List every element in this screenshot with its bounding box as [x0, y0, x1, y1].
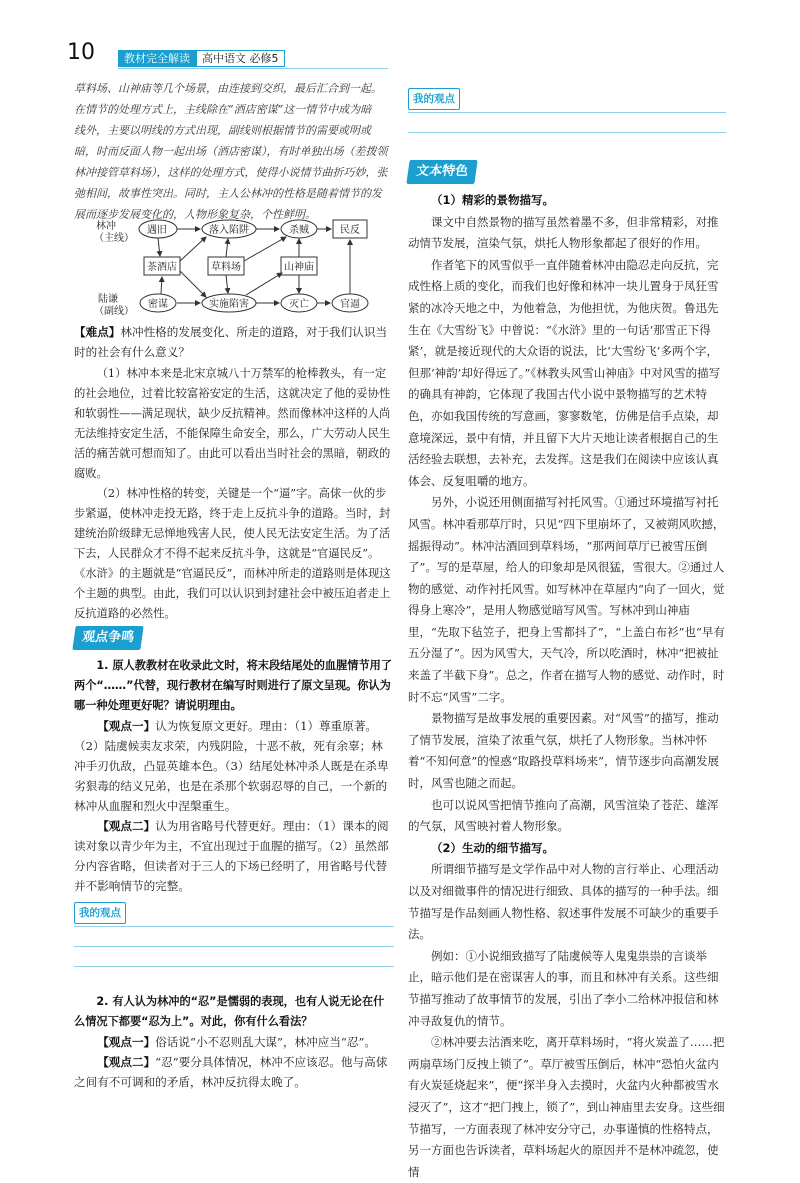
node-reunion: 遇旧	[147, 225, 167, 236]
my-view-label: 我的观点	[408, 88, 460, 110]
writing-line[interactable]	[408, 132, 726, 152]
q2-view-1-text: 俗话说“小不忍则乱大谋”，林冲应当“忍”。	[155, 1035, 376, 1049]
q1-view-1	[74, 716, 394, 816]
writing-line[interactable]	[74, 926, 394, 946]
writing-line[interactable]	[74, 946, 394, 966]
feature-2-title: （2）生动的细节描写。	[431, 840, 555, 855]
q1-view-2-label: 【观点二】	[97, 819, 156, 833]
difficulty	[74, 322, 394, 362]
main-line-tag: （主线）	[94, 233, 134, 244]
node-temple: 山神庙	[284, 262, 314, 273]
diagram-arrows	[158, 229, 350, 303]
intro-line: 林冲接管草料场），这样的处理方式，使得小说情节曲折巧妙，张	[74, 166, 388, 179]
intro-line: 线外，主要以明线的方式出现，副线则根据情节的需要或明或	[74, 124, 371, 137]
left-column-lower	[74, 322, 394, 1092]
node-frame: 实施陷害	[209, 299, 249, 310]
right-column	[408, 84, 726, 1183]
section-features-title: 文本特色	[406, 160, 477, 184]
intro-line: 弛相间，故事性突出。同时，主人公林冲的性格是随着情节的发	[74, 187, 382, 200]
book-series: 教材完全解读	[118, 50, 196, 67]
node-kill: 杀贼	[289, 225, 309, 236]
feature-1-p5: 也可以说风雪把情节推向了高潮，风雪渲染了苍茫、雄浑的气氛，风雪映衬着人物形象。	[408, 797, 719, 834]
feature-2-p3: ②林冲要去沽酒来吃，离开草料场时，“将火炭盖了……把两扇草场门反拽上锁了”。草厅被雪压倒后，林冲“恐怕火盆内有火炭延烧起来”，便“探半身入去摸时，火盆内火种都被雪水浸灭了”，这才“把门拽上，锁了”，到山神庙里去安身。这些细节描写，一方面表现了林冲安分守己，办事谨慎的性格特点，另一方面也告诉读者，草料场起火的原因并不是林冲疏忽，使情	[408, 1035, 725, 1179]
node-oppression: 官逼	[340, 299, 360, 310]
q2-view-2	[74, 1052, 394, 1092]
feature-1-p4: 景物描写是故事发展的重要因素。对“风雪”的描写，推动了情节发展，渲染了浓重气氛，烘托了人物形象。当林冲怀着“不知何意”的惶惑“取路投草料场来”，情节逐步向高潮发展时，风雪也随之而起。	[408, 711, 720, 791]
feature-2-p1: 所谓细节描写是文学作品中对人物的言行举止、心理活动以及对细微事件的情况进行细致、具体的描写的一种手法。细节描写是作品刻画人物性格、叙述事件发展不可缺少的重要手法。	[408, 862, 719, 942]
page-header	[0, 0, 800, 70]
feature-2-p2: 例如：①小说细致描写了陆虞候等人鬼鬼祟祟的言谈举止，暗示他们是在密谋害人的事，而且和林冲有关系。这些细节描写推动了故事情节的发展，引出了李小二给林冲报信和林冲寻敌复仇的情节。	[408, 948, 719, 1028]
node-fodder-yard: 草料场	[211, 262, 241, 273]
left-column	[74, 78, 394, 225]
feature-1-p2: 作者笔下的风雪似乎一直伴随着林冲由隐忍走向反抗，完成性格上质的变化，而我们也好像和林冲一块儿置身于凤狂雪紧的冰冷天地之中，为他着急，为他担忧，为他庆贺。鲁迅先生在《大雪纷飞》中曾说：“《水浒》里的一句话‘那雪正下得紧’，就是接近现代的大众语的说法，比‘大雪纷飞’多两个字，但那‘神韵’却好得远了。”《林教头风雪山神庙》中对风雪的描写的确具有神韵，它体现了我国古代小说中景物描写的艺术特色，亦如我国传统的写意画，寥寥数笔，仿佛是信手点染，却意境深远，景中有情，并且留下大片天地让读者根据自己的生活经验去联想，去补充，去发挥。这是我们在阅读中应该认真体会、反复咀嚼的地方。	[408, 257, 721, 488]
q2-view-1	[74, 1032, 394, 1052]
my-view-box-left[interactable]	[74, 902, 394, 986]
question-1: 1. 原人教教材在收录此文时，将末段结尾处的血腥情节用了两个“……”代替，现行教材在编写时则进行了原文呈现。你认为哪一种处理更好呢？请说明理由。	[74, 659, 393, 712]
node-death: 灭亡	[289, 299, 309, 310]
intro-line: 草料场、山神庙等几个场景，由连接到交织，最后汇合到一起。	[74, 82, 382, 95]
sub-line-tag: （副线）	[94, 306, 134, 317]
node-plot: 密谋	[148, 299, 168, 310]
header-rule	[118, 68, 388, 69]
intro-paragraph	[74, 78, 394, 225]
intro-line: 暗，时而反面人物一起出场（酒店密谋），有时单独出场（差拨领	[74, 145, 388, 158]
node-trap: 落入陷阱	[209, 225, 249, 236]
difficulty-text: 林冲性格的发展变化、所走的道路，对于我们认识当时的社会有什么意义？	[74, 325, 388, 359]
q1-view-1-label: 【观点一】	[97, 719, 156, 733]
intro-line: 展而逐步发展变化的，人物形象复杂，个性鲜明。	[74, 208, 316, 221]
page-number: 10	[67, 40, 95, 65]
node-revolt: 民反	[340, 225, 360, 236]
analysis-2: （2）林冲性格的转变，关键是一个“逼”字。高俅一伙的步步紧逼，使林冲走投无路，终于走上反抗斗争的道路。当时，封建统治阶级肆无忌惮地残害人民，使人民无法安定生活。为了活下去，人民群众才不得不起来反抗斗争，这就是“官逼民反”。《水浒》的主题就是“官逼民反”，而林冲所走的道路则是体现这个主题的典型。由此，我们可以认识到封建社会中被压迫者走上反抗道路的必然性。	[74, 487, 391, 620]
plot-diagram	[96, 217, 388, 317]
feature-1-p3: 另外，小说还用侧面描写衬托风雪。①通过环境描写衬托风雪。林冲看那草厅时，只见“四下里崩坏了，又被朔风吹撼，摇振得动”。林冲沽酒回到草料场，“那两间草厅已被雪压倒了”。写的是草屋，给人的印象却是风很猛，雪很大。②通过人物的感觉、动作衬托风雪。如写林冲在草屋内“向了一回火，觉得身上寒冷”，是用人物感觉暗写风雪。写林冲到山神庙里，“先取下毡笠子，把身上雪都抖了”，“上盖白布衫”也“早有五分湿了”。因为风雪大，天气冷，所以吃酒时，林冲“把被扯来盖了半截下身”。总之，作者在描写人物的感觉、动作时，时时不忘“风雪”二字。	[408, 495, 725, 704]
intro-line: 在情节的处理方式上，主线除在“酒店密谋”这一情节中成为暗	[74, 103, 372, 116]
q1-view-1-text: 认为恢复原文更好。理由：（1）尊重原著。（2）陆虞候卖友求荣，内残阴险，十恶不赦，死有余辜；林冲手刃仇敌，凸显英雄本色。（3）结尾处林冲杀人既是在杀卑劣狠毒的结义兄弟，也是在杀那个软弱忍辱的自己，一个新的林冲从血腥和烈火中涅槃重生。	[74, 719, 389, 813]
question-2: 2. 有人认为林冲的“忍”是懦弱的表现，也有人说无论在什么情况下都要“忍为上”。对此，你有什么看法？	[74, 995, 385, 1028]
q2-view-2-text: “忍”要分具体情况，林冲不应该忍。他与高俅之间有不可调和的矛盾，林冲反抗得太晚了。	[74, 1055, 388, 1089]
difficulty-label: 【难点】	[74, 325, 121, 339]
q1-view-2-text: 认为用省略号代替更好。理由：（1）课本的阅读对象以青少年为主，不宜出现过于血腥的描写。（2）虽然部分内容省略，但读者对于三人的下场已经明了，用省略号代替并不影响情节的完整。	[74, 819, 389, 893]
q2-view-1-label: 【观点一】	[97, 1035, 156, 1049]
q1-view-2	[74, 816, 394, 896]
section-debate-title: 观点争鸣	[72, 626, 143, 650]
analysis-1: （1）林冲本来是北宋京城八十万禁军的枪棒教头，有一定的社会地位，过着比较富裕安定的生活，这就决定了他的妥协性和软弱性——满足现状，缺少反抗精神。然而像林冲这样的人尚无法维持安定生活，不能保障生命安全，那么，广大劳动人民生活的痛苦就可想而知了。由此可以看出当时社会的黑暗，朝政的腐败。	[74, 367, 391, 480]
my-view-label: 我的观点	[74, 902, 126, 924]
book-title: 高中语文 必修5	[196, 50, 285, 67]
main-line-label: 林冲	[96, 221, 116, 232]
feature-1-title: （1）精彩的景物描写。	[431, 193, 555, 207]
q2-view-2-label: 【观点二】	[97, 1055, 156, 1069]
writing-line[interactable]	[74, 966, 394, 986]
writing-line[interactable]	[408, 112, 726, 132]
my-view-box-right[interactable]	[408, 88, 726, 152]
feature-1-p1: 课文中自然景物的描写虽然着墨不多，但非常精彩，对推动情节发展，渲染气氛，烘托人物形象都起了很好的作用。	[408, 214, 719, 251]
sub-line-label: 陆谦	[98, 294, 118, 305]
node-teahouse: 茶酒店	[147, 262, 177, 273]
book-banner	[118, 50, 285, 67]
